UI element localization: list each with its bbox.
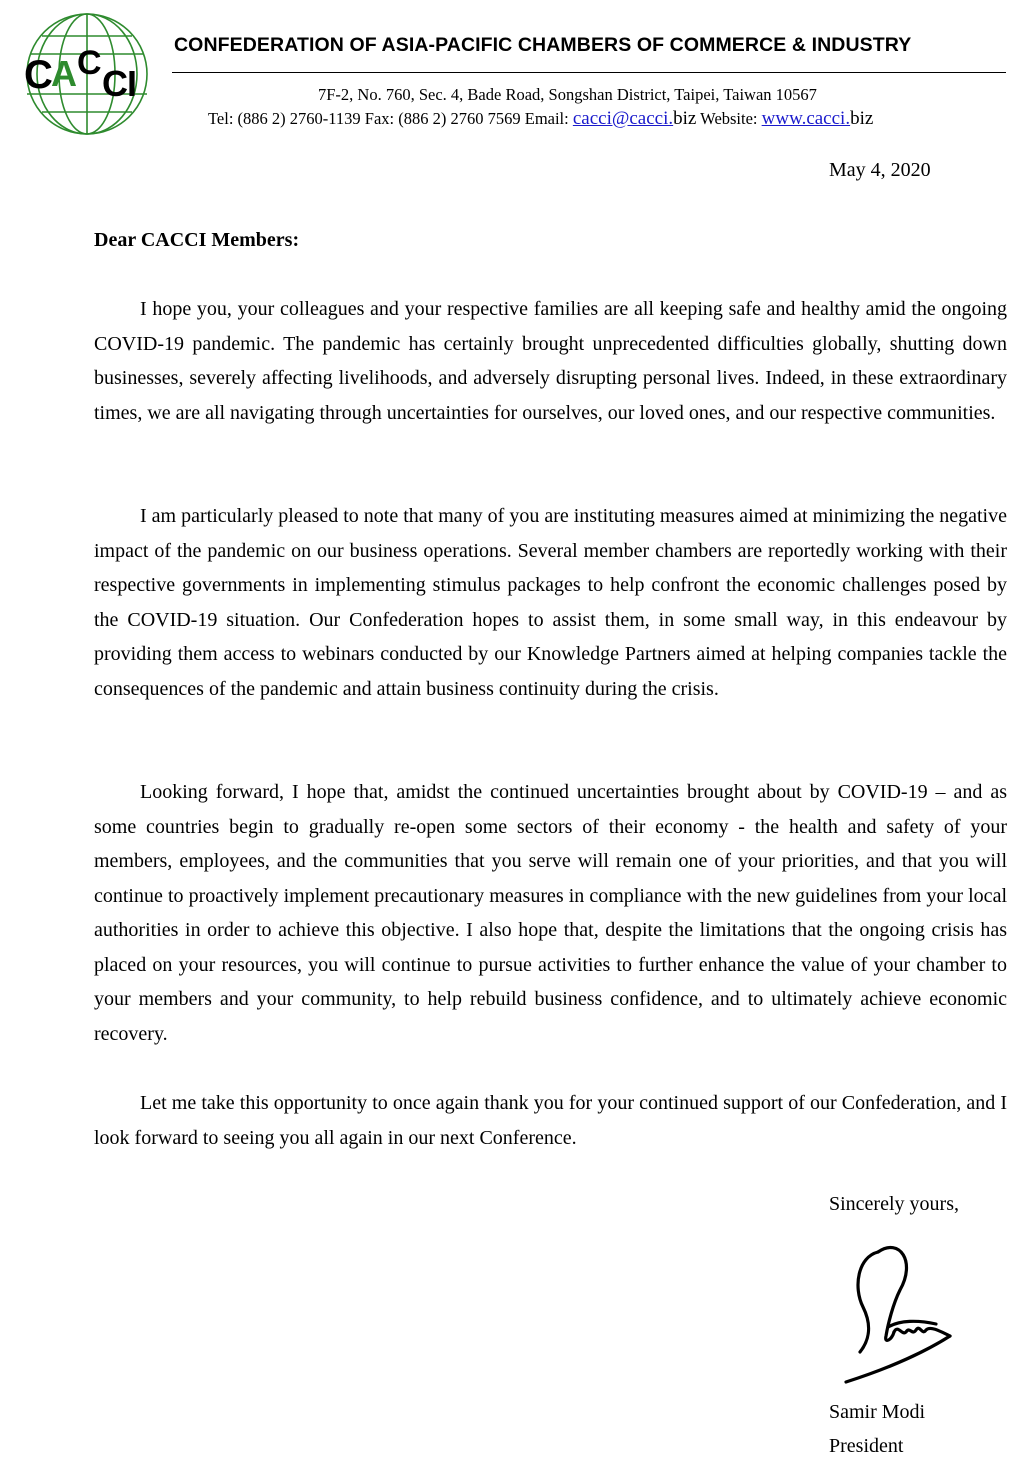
paragraph-3: Looking forward, I hope that, amidst the continued uncertainties brought about by COVID-19 – and as some countries begin to gradually re-open some sectors of their economy - the health and safety of your members, employees, and the communities that you serve will remain one of your priorities, and that you will continue to proactively implement precautionary measures in compliance with the new guidelines from your local authorities in order to achieve this objective. I also hope that, despite the limitations that the ongoing crisis has placed on your resources, you will continue to pursue activities to further enhance the value of your chamber to your members and your community, to help rebuild business confidence, and to ultimately achieve economic recovery. xyxy=(94,781,1007,1045)
svg-text:C: C xyxy=(24,53,53,97)
website-tail: biz xyxy=(850,108,874,129)
svg-text:A: A xyxy=(51,53,77,94)
website-link[interactable]: www.cacci. xyxy=(761,108,851,129)
closing: Sincerely yours, xyxy=(829,1193,959,1215)
header-divider xyxy=(172,72,1006,73)
signer-title: President xyxy=(829,1435,904,1457)
email-link[interactable]: cacci@cacci. xyxy=(572,108,674,129)
signer-name: Samir Modi xyxy=(829,1401,926,1423)
signature xyxy=(838,1232,968,1387)
letter-date: May 4, 2020 xyxy=(829,159,931,181)
paragraph-4: Let me take this opportunity to once again thank you for your continued support of our Confederation, and I look forward to seeing you all again in our next Conference. xyxy=(94,1092,1007,1149)
paragraph-1: I hope you, your colleagues and your respective families are all keeping safe and healthy amid the ongoing COVID-19 pandemic. The pandemic has certainly brought unprecedented difficulties globally, shutting down businesses, severely affecting livelihoods, and adversely disrupting personal lives. Indeed, in these extraordinary times, we are all navigating through uncertainties for ourselves, our loved ones, and our respective communities. xyxy=(94,298,1007,424)
tel-fax-email-label: Tel: (886 2) 2760-1139 Fax: (886 2) 2760 7569 Email: xyxy=(208,109,573,128)
svg-text:I: I xyxy=(127,63,138,104)
svg-text:C: C xyxy=(77,44,102,82)
email-tail: biz xyxy=(673,108,697,129)
salutation: Dear CACCI Members: xyxy=(94,229,300,251)
org-title: CONFEDERATION OF ASIA-PACIFIC CHAMBERS OF COMMERCE & INDUSTRY xyxy=(174,34,912,56)
org-address: 7F-2, No. 760, Sec. 4, Bade Road, Songshan District, Taipei, Taiwan 10567 xyxy=(318,85,817,104)
org-contact xyxy=(208,108,873,130)
cacci-logo xyxy=(22,8,152,140)
paragraph-2: I am particularly pleased to note that many of you are instituting measures aimed at minimizing the negative impact of the pandemic on our business operations. Several member chambers are reportedly working with their respective governments in implementing stimulus packages to help confront the economic challenges posed by the COVID-19 situation. Our Confederation hopes to assist them, in some small way, in this endeavour by providing them access to webinars conducted by our Knowledge Partners aimed at helping companies tackle the consequences of the pandemic and attain business continuity during the crisis. xyxy=(94,505,1007,700)
website-label: Website: xyxy=(696,109,762,128)
svg-text:C: C xyxy=(102,63,128,104)
